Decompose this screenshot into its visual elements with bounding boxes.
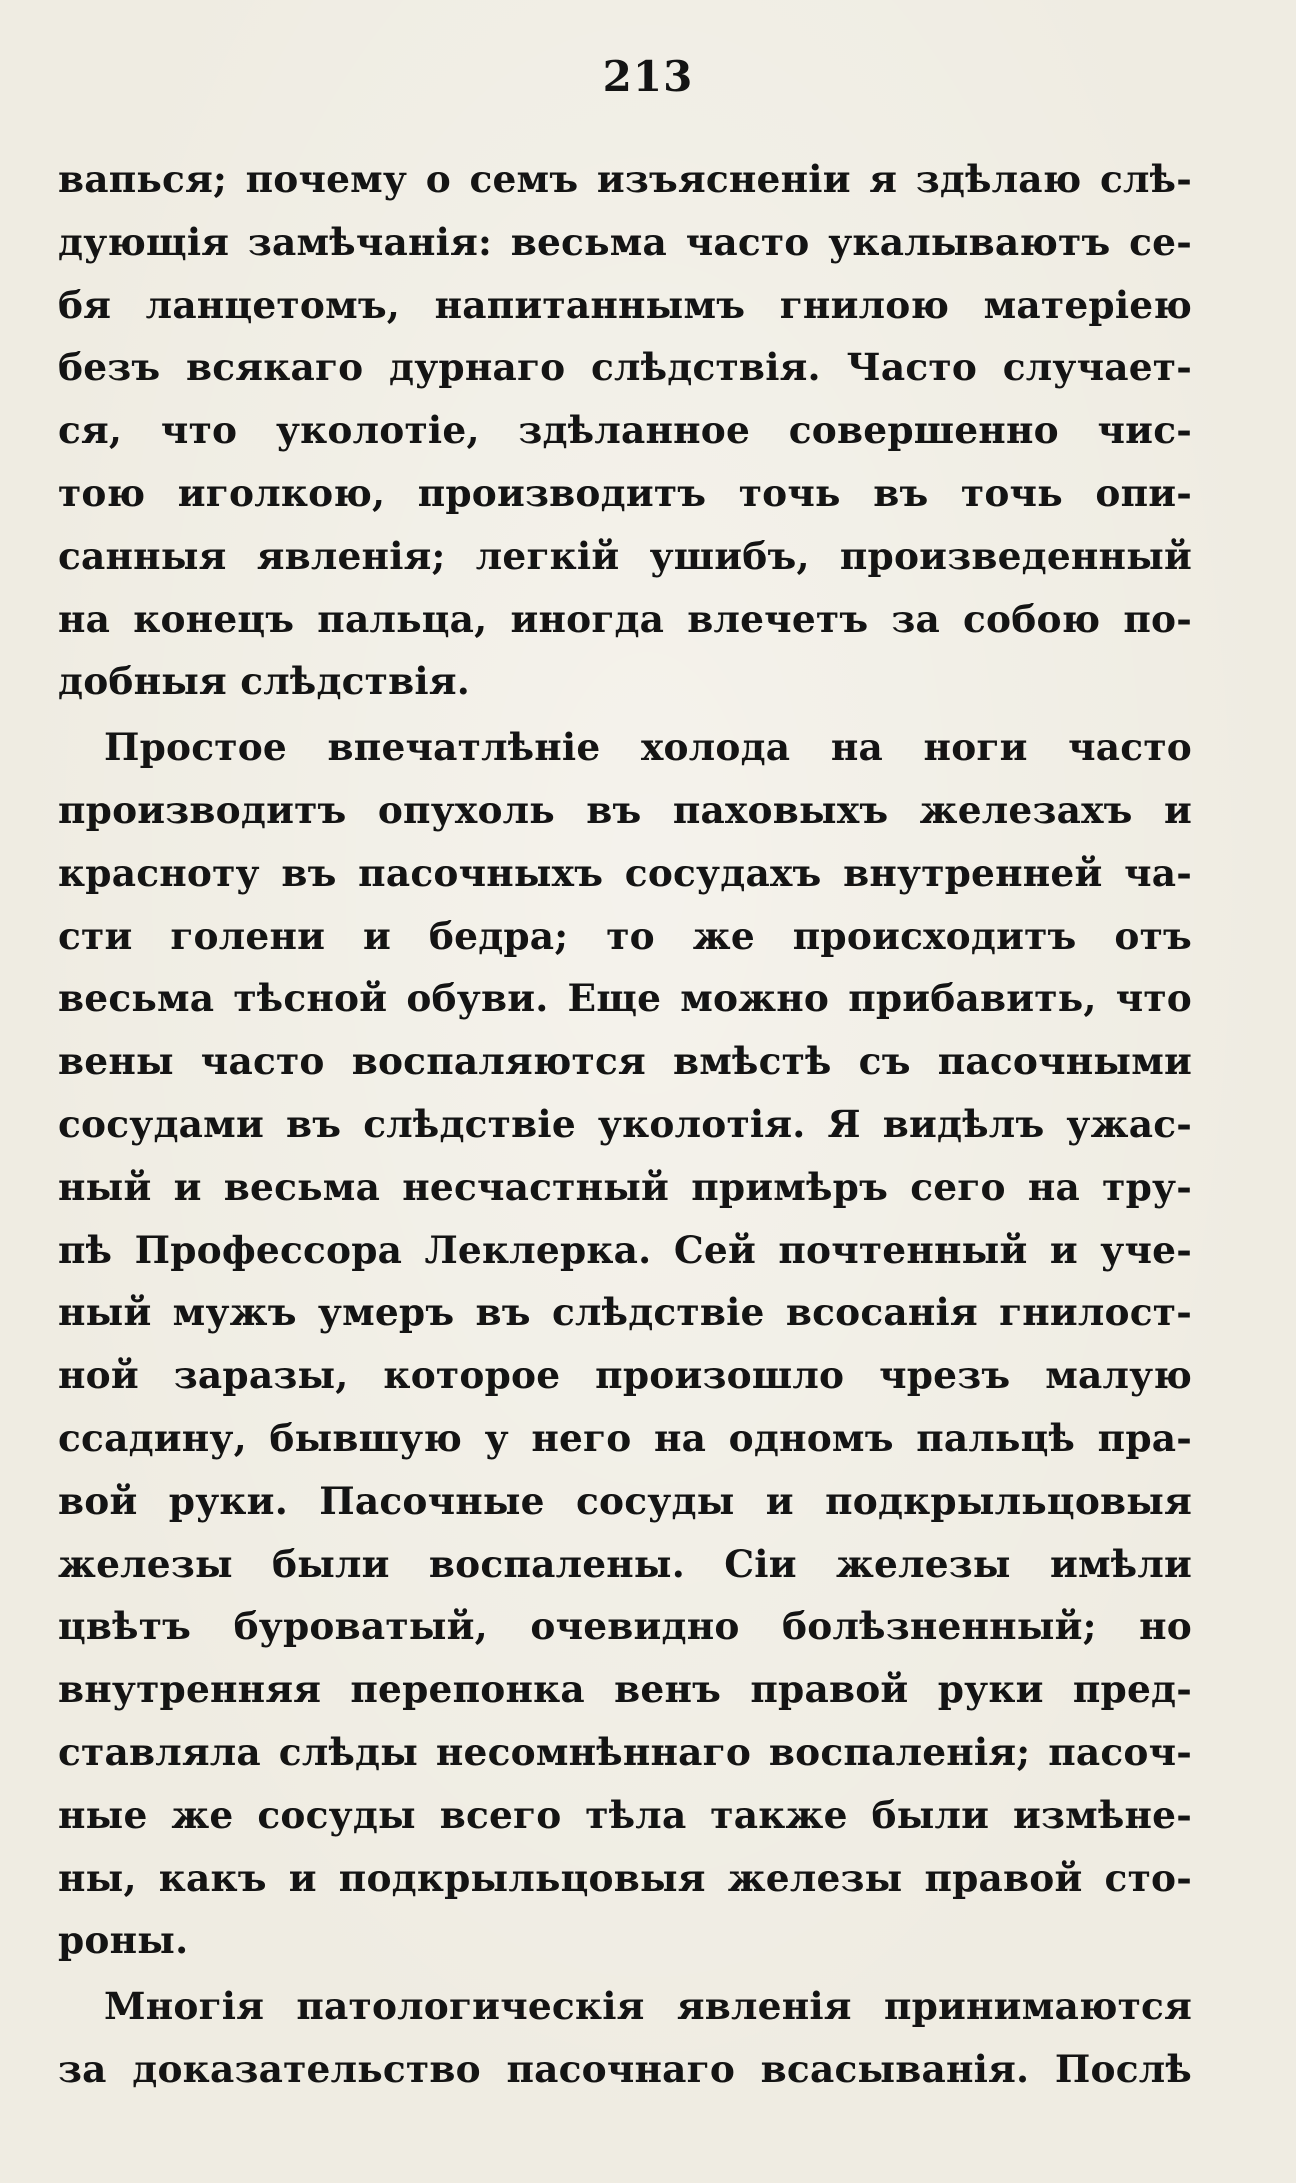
- text-line: безъ всякаго дурнаго слѣдствія. Часто случает-: [58, 345, 1192, 390]
- text-line: на конецъ пальца, иногда влечетъ за собою по-: [58, 596, 1192, 641]
- paragraph: [58, 716, 1192, 1972]
- text-line: цвѣтъ буроватый, очевидно болѣзненный; но: [58, 1604, 1192, 1649]
- text-line: добныя слѣдствія.: [58, 659, 470, 704]
- text-line: ся, что уколотіе, здѣланное совершенно чис-: [58, 408, 1192, 453]
- text-line: железы были воспалены. Сіи железы имѣли: [58, 1541, 1192, 1586]
- text-line: производитъ опухоль въ паховыхъ железахъ и: [58, 787, 1192, 832]
- text-line: ный мужъ умеръ въ слѣдствіе всосанія гнилост-: [58, 1290, 1192, 1335]
- text-line: роны.: [58, 1918, 189, 1963]
- text-line: сти голени и бедра; то же происходитъ отъ: [58, 913, 1192, 958]
- text-line: ставляла слѣды несомнѣннаго воспаленія; пасоч-: [58, 1729, 1192, 1774]
- text-line: сосудами въ слѣдствіе уколотія. Я видѣлъ ужас-: [58, 1101, 1192, 1146]
- text-line: ссадину, бывшую у него на одномъ пальцѣ пра-: [58, 1415, 1192, 1460]
- text-line: красноту въ пасочныхъ сосудахъ внутренней ча-: [58, 850, 1192, 895]
- text-line: внутренняя перепонка венъ правой руки пред-: [58, 1667, 1192, 1712]
- text-line: пѣ Профессора Леклерка. Сей почтенный и уче-: [58, 1227, 1192, 1272]
- paragraph: [58, 148, 1192, 713]
- text-line: санныя явленія; легкій ушибъ, произведенный: [58, 533, 1192, 578]
- text-line: вены часто воспаляются вмѣстѣ съ пасочными: [58, 1039, 1192, 1084]
- text-line: вой руки. Пасочные сосуды и подкрыльцовыя: [58, 1478, 1192, 1523]
- text-line: ные же сосуды всего тѣла также были измѣне-: [58, 1792, 1192, 1837]
- text-line: весьма тѣсной обуви. Еще можно прибавить, что: [58, 976, 1192, 1021]
- text-line: Многія патологическія явленія принимаются: [104, 1984, 1192, 2029]
- text-line: вапься; почему о семъ изъясненіи я здѣлаю слѣ-: [58, 157, 1192, 201]
- text-line: ной заразы, которое произошло чрезъ малую: [58, 1353, 1192, 1398]
- text-line: тою иголкою, производитъ точь въ точь опи-: [58, 470, 1192, 515]
- text-line: ны, какъ и подкрыльцовыя железы правой сто-: [58, 1855, 1192, 1900]
- body-text: [58, 148, 1192, 2101]
- text-line: бя ланцетомъ, напитаннымъ гнилою матеріею: [58, 282, 1192, 327]
- paragraph: [58, 1975, 1192, 2101]
- text-line: дующія замѣчанія: весьма часто укалываютъ се-: [58, 219, 1192, 264]
- text-line: за доказательство пасочнаго всасыванія. Послѣ: [58, 2046, 1192, 2091]
- text-line: Простое впечатлѣніе холода на ноги часто: [104, 725, 1192, 770]
- text-line: ный и весьма несчастный примѣръ сего на тру-: [58, 1164, 1192, 1209]
- page-number: 213: [602, 52, 694, 101]
